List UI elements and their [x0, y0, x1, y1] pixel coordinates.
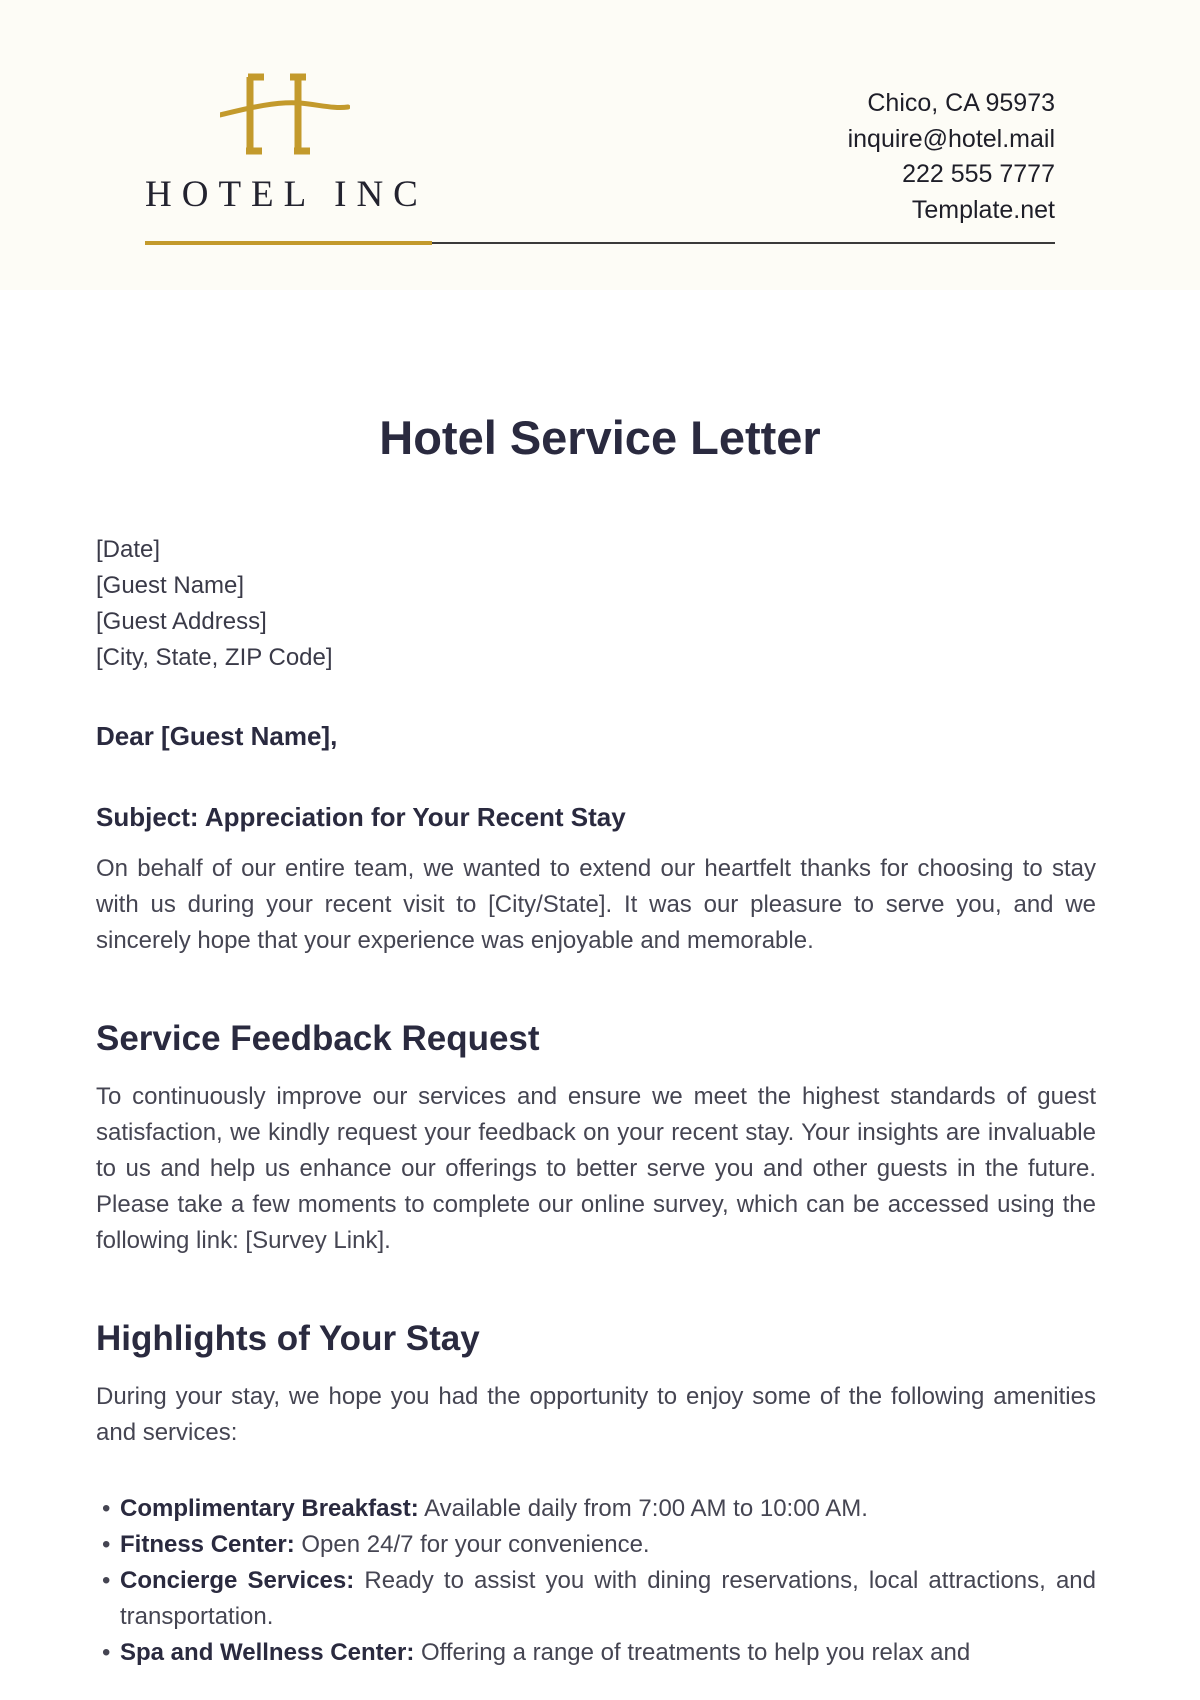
header-divider-accent — [145, 241, 432, 245]
bullet-icon: • — [102, 1495, 111, 1522]
recipient-address: [Guest Address] — [96, 608, 267, 635]
bullet-icon: • — [102, 1531, 111, 1558]
contact-email[interactable]: inquire@hotel.mail — [847, 124, 1055, 153]
recipient-block — [96, 532, 1096, 676]
h-monogram-icon — [220, 73, 350, 155]
amenity-text: Open 24/7 for your convenience. — [301, 1531, 650, 1558]
logo-text: HOTEL INC — [145, 174, 428, 215]
amenity-label: Fitness Center: — [120, 1531, 295, 1558]
recipient-city: [City, State, ZIP Code] — [96, 644, 333, 671]
recipient-name: [Guest Name] — [96, 572, 245, 599]
letterhead — [0, 0, 1200, 290]
contact-address: Chico, CA 95973 — [867, 89, 1055, 117]
list-item — [96, 1491, 1096, 1527]
page-title: Hotel Service Letter — [379, 411, 821, 464]
greeting: Dear [Guest Name], — [96, 721, 338, 751]
list-item — [96, 1635, 1096, 1671]
list-item — [96, 1527, 1096, 1563]
bullet-icon: • — [102, 1639, 111, 1666]
amenity-text: Offering a range of treatments to help you relax and — [420, 1639, 971, 1666]
amenity-label: Spa and Wellness Center: — [120, 1639, 415, 1666]
amenity-text: Available daily from 7:00 AM to 10:00 AM. — [424, 1495, 868, 1522]
feedback-paragraph: To continuously improve our services and ensure we meet the highest standards of guest satisfaction, we kindly request your feedback on your recent stay. Your insights are invaluable to us and help us enhance our offerings to better serve you and other guests in the future. Please take a few moments to complete our online survey, which can be accessed using the following link: [Survey Link]. — [96, 1083, 1096, 1254]
feedback-heading: Service Feedback Request — [96, 1019, 540, 1058]
intro-paragraph: On behalf of our entire team, we wanted to extend our heartfelt thanks for choosing to stay with us during your recent visit to [City/State]. It was our pleasure to serve you, and we sincerely hope that your experience was enjoyable and memorable. — [96, 855, 1096, 954]
subject-line: Subject: Appreciation for Your Recent Stay — [96, 802, 626, 832]
contact-phone: 222 555 7777 — [902, 160, 1055, 188]
highlights-paragraph: During your stay, we hope you had the opportunity to enjoy some of the following amenities and services: — [96, 1383, 1096, 1446]
contact-block — [848, 86, 1055, 228]
amenity-label: Complimentary Breakfast: — [120, 1495, 419, 1522]
bullet-icon: • — [102, 1567, 111, 1594]
amenity-label: Concierge Services: — [120, 1567, 355, 1594]
list-item — [96, 1563, 1096, 1635]
hotel-logo — [145, 65, 428, 215]
highlights-heading: Highlights of Your Stay — [96, 1319, 480, 1358]
amenities-list — [96, 1491, 1096, 1671]
contact-website[interactable]: Template.net — [911, 195, 1055, 224]
recipient-date: [Date] — [96, 536, 161, 563]
amenity-text: Ready to assist you with dining reservations, local attractions, and transportation. — [120, 1567, 1096, 1630]
letter-body — [96, 532, 1096, 1671]
